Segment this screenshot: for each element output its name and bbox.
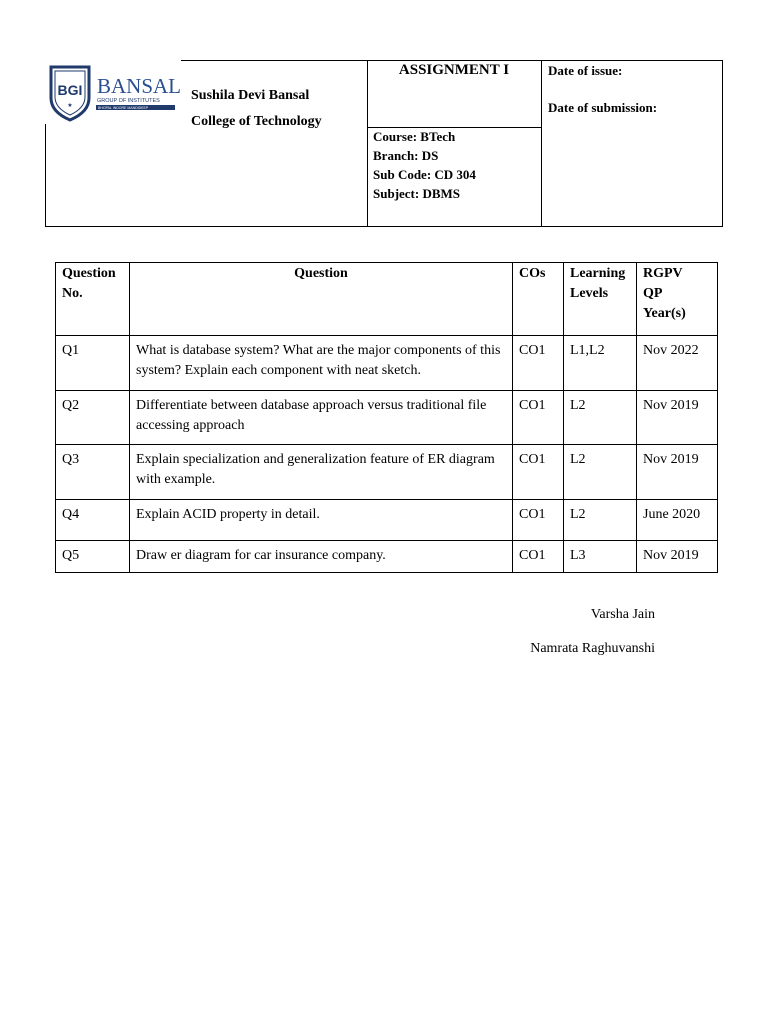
col-header-rgpv-year: RGPV QP Year(s) xyxy=(637,263,718,336)
question-number: Q4 xyxy=(56,500,130,541)
learning-level: L1,L2 xyxy=(564,336,637,391)
course-outcome: CO1 xyxy=(513,391,564,445)
col-header-question-no: Question No. xyxy=(56,263,130,336)
rgpv-year: Nov 2019 xyxy=(637,445,718,500)
course-label: Course: BTech xyxy=(373,129,456,144)
questions-table xyxy=(55,262,718,573)
table-row xyxy=(56,445,718,500)
svg-text:BHOPAL INDORE MANDIDEEP: BHOPAL INDORE MANDIDEEP xyxy=(98,106,149,110)
course-outcome: CO1 xyxy=(513,541,564,573)
college-name-line2: College of Technology xyxy=(191,114,322,129)
header-box xyxy=(45,60,723,227)
branch-label: Branch: DS xyxy=(373,148,439,163)
svg-text:★: ★ xyxy=(67,102,73,109)
bansal-logo-icon xyxy=(45,60,181,124)
svg-text:BANSAL: BANSAL xyxy=(97,74,181,98)
course-outcome: CO1 xyxy=(513,336,564,391)
learning-level: L2 xyxy=(564,500,637,541)
col-header-learning-levels: Learning Levels xyxy=(564,263,637,336)
assignment-title: ASSIGNMENT I xyxy=(398,62,510,78)
col-header-question: Question xyxy=(130,263,513,336)
table-row xyxy=(56,391,718,445)
rgpv-year: Nov 2019 xyxy=(637,391,718,445)
table-header-row xyxy=(56,263,718,336)
course-outcome: CO1 xyxy=(513,500,564,541)
signature-name: Namrata Raghuvanshi xyxy=(530,641,655,656)
date-of-issue-label: Date of issue: xyxy=(548,63,623,78)
college-name-line1: Sushila Devi Bansal xyxy=(191,88,310,103)
rgpv-year: June 2020 xyxy=(637,500,718,541)
date-of-submission-label: Date of submission: xyxy=(548,100,658,115)
subject-label: Subject: DBMS xyxy=(373,186,461,201)
table-row xyxy=(56,336,718,391)
question-number: Q1 xyxy=(56,336,130,391)
question-number: Q3 xyxy=(56,445,130,500)
rgpv-year: Nov 2022 xyxy=(637,336,718,391)
question-text: Draw er diagram for car insurance company. xyxy=(130,541,513,573)
svg-text:BGI: BGI xyxy=(57,82,83,98)
logo xyxy=(45,60,181,124)
table-row xyxy=(56,500,718,541)
question-text: Differentiate between database approach versus traditional file accessing approach xyxy=(130,391,513,445)
col-header-cos: COs xyxy=(513,263,564,336)
course-outcome: CO1 xyxy=(513,445,564,500)
learning-level: L2 xyxy=(564,391,637,445)
learning-level: L2 xyxy=(564,445,637,500)
question-text: What is database system? What are the major components of this system? Explain each component with neat sketch. xyxy=(130,336,513,391)
table-row xyxy=(56,541,718,573)
question-text: Explain ACID property in detail. xyxy=(130,500,513,541)
learning-level: L3 xyxy=(564,541,637,573)
svg-text:GROUP OF INSTITUTES: GROUP OF INSTITUTES xyxy=(97,98,160,104)
signature-name: Varsha Jain xyxy=(590,607,655,622)
question-number: Q2 xyxy=(56,391,130,445)
sub-code-label: Sub Code: CD 304 xyxy=(373,167,476,182)
rgpv-year: Nov 2019 xyxy=(637,541,718,573)
question-number: Q5 xyxy=(56,541,130,573)
question-text: Explain specialization and generalization feature of ER diagram with example. xyxy=(130,445,513,500)
header-divider xyxy=(367,61,368,226)
header-divider xyxy=(541,61,542,226)
